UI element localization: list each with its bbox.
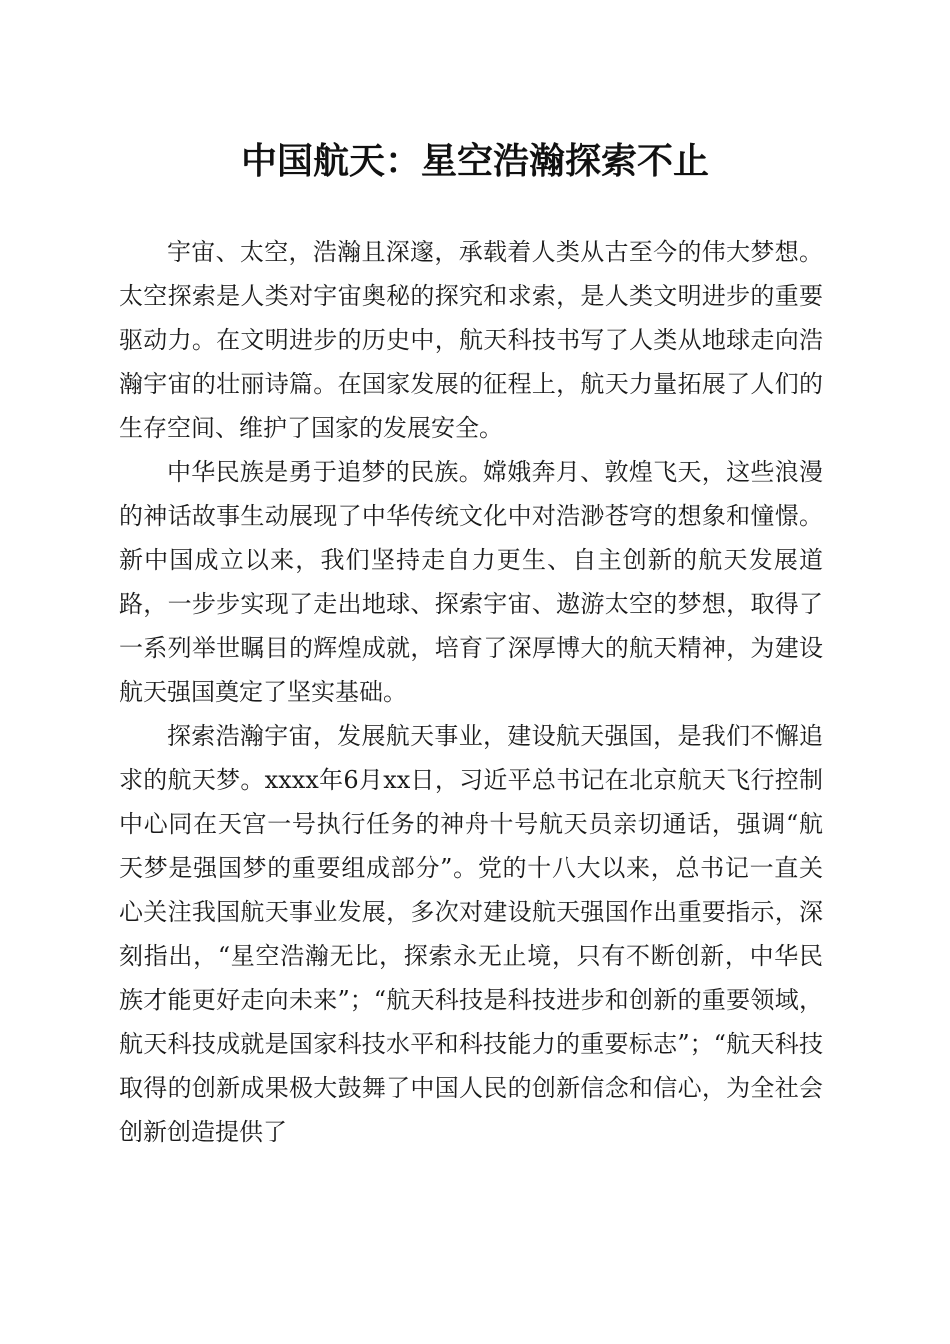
- paragraph: 中华民族是勇于追梦的民族。嫦娥奔月、敦煌飞天，这些浪漫的神话故事生动展现了中华传统文化中对浩渺苍穹的想象和憧憬。新中国成立以来，我们坚持走自力更生、自主创新的航天发展道路，一步步实现了走出地球、探索宇宙、遨游太空的梦想，取得了一系列举世瞩目的辉煌成就，培育了深厚博大的航天精神，为建设航天强国奠定了坚实基础。: [119, 458, 823, 706]
- paragraph: 探索浩瀚宇宙，发展航天事业，建设航天强国，是我们不懈追求的航天梦。xxxx年6月xx日，习近平总书记在北京航天飞行控制中心同在天宫一号执行任务的神舟十号航天员亲切通话，强调“航天梦是强国梦的重要组成部分”。党的十八大以来，总书记一直关心关注我国航天事业发展，多次对建设航天强国作出重要指示，深刻指出，“星空浩瀚无比，探索永无止境，只有不断创新，中华民族才能更好走向未来”；“航天科技是科技进步和创新的重要领域，航天科技成就是国家科技水平和科技能力的重要标志”；“航天科技取得的创新成果极大鼓舞了中国人民的创新信念和信心，为全社会创新创造提供了: [119, 722, 823, 1146]
- document-body: [119, 230, 823, 1154]
- document-title: 中国航天：星空浩瀚探索不止: [240, 140, 709, 182]
- paragraph: 宇宙、太空，浩瀚且深邃，承载着人类从古至今的伟大梦想。太空探索是人类对宇宙奥秘的探究和求索，是人类文明进步的重要驱动力。在文明进步的历史中，航天科技书写了人类从地球走向浩瀚宇宙的壮丽诗篇。在国家发展的征程上，航天力量拓展了人们的生存空间、维护了国家的发展安全。: [119, 238, 823, 442]
